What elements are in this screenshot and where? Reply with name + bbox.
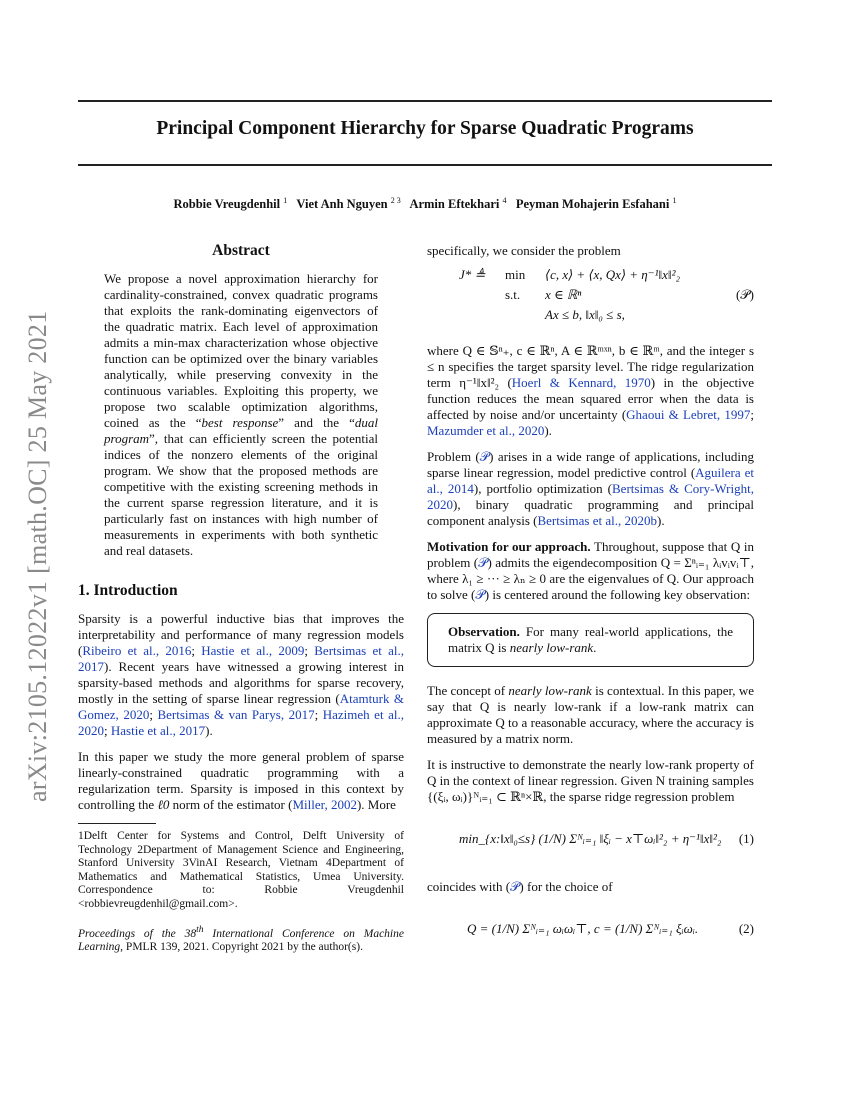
equation-ref-link[interactable]: 𝒫	[479, 449, 490, 464]
top-rule	[78, 100, 772, 102]
citation-link[interactable]: Hastie et al., 2017	[110, 723, 206, 738]
paper-title: Principal Component Hierarchy for Sparse Quadratic Programs	[156, 118, 694, 139]
author: Armin Eftekhari $^4$	[409, 196, 507, 212]
equation-ref-link[interactable]: 𝒫	[478, 555, 488, 570]
citation-link[interactable]: Bertsimas & Cory-Wright, 2020	[427, 481, 754, 512]
equation-2	[427, 905, 754, 957]
citation-link[interactable]: Hoerl & Kennard, 1970	[511, 375, 651, 390]
citation-link[interactable]: Bertsimas et al., 2017	[78, 643, 404, 674]
abstract-body: We propose a novel approximation hierarchy for cardinality-constrained, convex quadratic programs that exploits the rank-dominating eigenvectors of the quadratic matrix. Each level of approximation admits a min-max characterization whose objective function can be optimized over the binary variables analytically, while preserving convexity in the continuous variables. Exploiting this property, we propose two scalable optimization algorithms, coined as the “best response” and the “dual program”, that can efficiently screen the potential indices of the nonzero elements of the original program. We show that the proposed methods are competitive with the existing screening methods in the current sparse regression literature, and it is particularly fast on instances with high number of measurements in experiments with both synthetic and real datasets.	[104, 271, 378, 558]
abstract-heading: Abstract	[212, 242, 270, 259]
regression-paragraph: It is instructive to demonstrate the nearly low-rank property of Q in the context of linear regression. Given N training samples {(ξᵢ, ωᵢ)}ᴺᵢ₌₁ ⊂ ℝⁿ×ℝ, the sparse ridge regression problem	[427, 757, 754, 804]
eq-constraint-1: x ∈ ℝⁿ	[545, 287, 582, 302]
nearly-low-rank-paragraph: The concept of nearly low-rank is contextual. In this paper, we say that Q is nearly low-rank if a low-rank matrix can approximate Q to a reasonable accuracy, where the accuracy is measured by a matrix norm.	[427, 683, 754, 746]
eq-constraint-2: Ax ≤ b, ‖x‖₀ ≤ s,	[545, 307, 625, 322]
citation-link[interactable]: Ghaoui & Lebret, 1997	[626, 407, 751, 422]
right-paragraph-1: where Q ∈ 𝕊ⁿ₊, c ∈ ℝⁿ, A ∈ ℝᵐˣⁿ, b ∈ ℝᵐ, and the integer s ≤ n specifies the target sparsity level. The ridge regularization term η⁻¹‖x‖²₂ (Hoerl & Kennard, 1970) in the objective function reduces the mean squared error when the data is affected by noise and/or uncertainty (Ghaoui & Lebret, 1997; Mazumder et al., 2020).	[427, 343, 754, 438]
venue-note: Proceedings of the 38th International Conference on Machine Learning, PMLR 139, 2021. Copyright 2021 by the author(s).	[78, 924, 404, 954]
intro-paragraph-1: Sparsity is a powerful inductive bias that improves the interpretability and performance of many regression models (Ribeiro et al., 2016; Hastie et al., 2009; Bertsimas et al., 2017). Recent years have witnessed a growing interest in sparsity-based methods and algorithms for sparse recovery, mostly in the setting of sparse linear regression (Atamturk & Gomez, 2020; Bertsimas & van Parys, 2017; Hazimeh et al., 2020; Hastie et al., 2017).	[78, 611, 404, 738]
citation-link[interactable]: Hastie et al., 2009	[201, 643, 305, 658]
right-paragraph-2: Problem (𝒫) arises in a wide range of applications, including sparse linear regression, model predictive control (Aguilera et al., 2014), portfolio optimization (Bertsimas & Cory-Wright, 2020), binary quadratic programming and principal component analysis (Bertsimas et al., 2020b).	[427, 449, 754, 528]
eq1-body: min_{x:‖x‖₀≤s} (1/N) Σᴺᵢ₌₁ ‖ξᵢ − x⊤ωᵢ‖²₂ + η⁻¹‖x‖²₂	[459, 831, 722, 846]
citation-link[interactable]: Bertsimas & van Parys, 2017	[157, 707, 315, 722]
eq-lhs: J* ≜	[459, 267, 486, 282]
equation-ref-link[interactable]: 𝒫	[510, 879, 520, 894]
citation-link[interactable]: Atamturk & Gomez, 2020	[78, 691, 404, 722]
citation-link[interactable]: Bertsimas et al., 2020b	[537, 513, 657, 528]
problem-intro: specifically, we consider the problem	[427, 243, 621, 258]
coincides-line: coincides with (𝒫) for the choice of	[427, 879, 613, 894]
eq-objective: ⟨c, x⟩ + ⟨x, Qx⟩ + η⁻¹‖x‖²₂	[545, 267, 680, 282]
eq2-body: Q = (1/N) Σᴺᵢ₌₁ ωᵢωᵢ⊤, c = (1/N) Σᴺᵢ₌₁ ξᵢωᵢ.	[467, 921, 699, 936]
right-column	[427, 243, 754, 969]
eq2-tag: (2)	[738, 921, 754, 936]
section-heading-introduction: 1. Introduction	[78, 582, 178, 599]
author: Robbie Vreugdenhil $^1$	[173, 196, 288, 212]
author: Viet Anh Nguyen $^{2 3}$	[296, 196, 401, 212]
motivation-paragraph: Motivation for our approach. Throughout, suppose that Q in problem (𝒫) admits the eigendecomposition Q = Σⁿᵢ₌₁ λᵢvᵢvᵢ⊤, where λ₁ ≥ ··· ≥ λₙ ≥ 0 are the eigenvalues of Q. Our approach to solve (𝒫) is centered around the following key observation:	[427, 539, 754, 602]
observation-box: Observation. For many real-world applications, the matrix Q is nearly low-rank.	[427, 613, 754, 667]
arxiv-stamp: arXiv:2105.12022v1 [math.OC] 25 May 2021	[23, 310, 52, 802]
citation-link[interactable]: Miller, 2002	[292, 797, 357, 812]
eq-tag-P: (𝒫)	[735, 287, 754, 302]
footnote-rule	[78, 823, 156, 824]
left-column	[78, 243, 404, 955]
intro-paragraph-2: In this paper we study the more general problem of sparse linearly-constrained quadratic programming with a regularization term. Sparsity is imposed in this context by controlling the ℓ0 norm of the estimator (Miller, 2002). More	[78, 749, 404, 812]
author-list	[78, 196, 772, 212]
eq-st: s.t.	[505, 287, 521, 302]
citation-link[interactable]: Ribeiro et al., 2016	[82, 643, 192, 658]
equation-1	[427, 815, 754, 867]
citation-link[interactable]: Aguilera et al., 2014	[427, 465, 754, 496]
citation-link[interactable]: Mazumder et al., 2020	[427, 423, 545, 438]
citation-link[interactable]: Hazimeh et al., 2020	[78, 707, 404, 738]
author: Peyman Mohajerin Esfahani $^1$	[515, 196, 677, 212]
equation-ref-link[interactable]: 𝒫	[475, 587, 485, 602]
affiliation-footnote: 1Delft Center for Systems and Control, Delft University of Technology 2Department of Management Science and Engineering, Stanford University 3VinAI Research, Vietnam 4Department of Mathematics and Mathematical Statistics, Umea University. Correspondence to: Robbie Vreugdenhil <robbievreugdenhil@gmail.com>.	[78, 830, 404, 910]
equation-P	[427, 265, 754, 331]
eq-min: min	[505, 267, 526, 282]
eq1-tag: (1)	[738, 831, 754, 846]
title-bottom-rule	[78, 164, 772, 166]
